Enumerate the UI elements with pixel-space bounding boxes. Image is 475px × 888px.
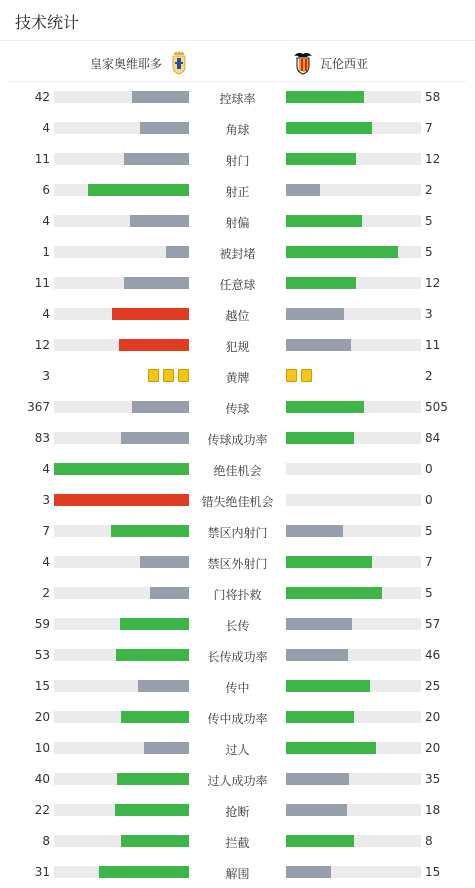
home-bar-track [54,525,189,537]
away-stat-value: 5 [425,524,433,538]
away-stat-value: 5 [425,214,433,228]
home-bar-track [54,556,189,568]
away-bar-track [286,618,421,630]
home-stat-value: 7 [42,524,50,538]
stat-label: 禁区内射门 [207,526,268,540]
away-bar-track [286,742,421,754]
away-bar-fill [286,804,347,816]
home-stat-value: 4 [42,555,50,569]
stat-row [0,298,475,329]
home-yellow-cards [144,369,189,382]
away-bar-fill [286,153,356,165]
away-stat-value: 46 [425,648,441,662]
stat-row [0,794,475,825]
home-bar-track [54,649,189,661]
home-bar-track [54,401,189,413]
home-stat-value: 10 [34,741,50,755]
home-bar-fill [99,866,189,878]
away-bar-track [286,835,421,847]
away-stat-value: 8 [425,834,433,848]
home-stat-value: 20 [34,710,50,724]
away-bar-track [286,91,421,103]
home-bar-track [54,463,189,475]
home-stat-value: 15 [34,679,50,693]
stat-row [0,422,475,453]
home-stat-value: 42 [34,90,50,104]
away-bar-fill [286,649,348,661]
home-bar-track [54,91,189,103]
home-bar-fill [130,215,189,227]
away-bar-track [286,587,421,599]
stat-row [0,112,475,143]
away-bar-fill [286,773,349,785]
home-bar-fill [115,804,189,816]
home-stat-value: 11 [34,276,50,290]
away-bar-track [286,556,421,568]
stat-row [0,81,475,112]
home-bar-track [54,680,189,692]
home-bar-fill [121,835,189,847]
away-bar-fill [286,91,364,103]
away-bar-fill [286,587,382,599]
yellow-card-icon [163,369,174,382]
home-bar-fill [88,184,189,196]
stat-label: 任意球 [219,278,256,292]
away-bar-track [286,680,421,692]
stat-row [0,608,475,639]
away-stat-value: 12 [425,276,441,290]
away-bar-track [286,494,421,506]
yellow-card-icon [301,369,312,382]
home-bar-fill [112,308,189,320]
away-bar-track [286,432,421,444]
home-stat-value: 3 [42,369,50,383]
home-stat-value: 367 [27,400,50,414]
home-bar-track [54,804,189,816]
stat-row [0,732,475,763]
stat-row [0,391,475,422]
away-bar-track [286,525,421,537]
yellow-card-icon [148,369,159,382]
home-bar-track [54,618,189,630]
stat-row [0,515,475,546]
home-bar-fill [121,711,189,723]
stat-row [0,484,475,515]
away-bar-track [286,866,421,878]
away-bar-track [286,277,421,289]
home-stat-value: 8 [42,834,50,848]
home-stat-value: 4 [42,214,50,228]
away-stat-value: 15 [425,865,441,879]
away-stat-value: 58 [425,90,441,104]
away-bar-track [286,649,421,661]
stat-label: 禁区外射门 [207,557,268,571]
stat-row [0,205,475,236]
away-stat-value: 0 [425,462,433,476]
away-stat-value: 84 [425,431,441,445]
stat-row [0,639,475,670]
home-stat-value: 4 [42,121,50,135]
stat-row [0,143,475,174]
home-bar-track [54,494,189,506]
home-stat-value: 3 [42,493,50,507]
home-stat-value: 6 [42,183,50,197]
home-bar-track [54,711,189,723]
stat-label: 长传 [225,619,250,633]
away-bar-fill [286,339,351,351]
stat-label: 抢断 [225,805,250,819]
away-bar-fill [286,122,372,134]
away-bar-fill [286,835,354,847]
home-bar-track [54,246,189,258]
away-bar-track [286,804,421,816]
away-bar-fill [286,618,352,630]
home-bar-fill [140,122,189,134]
away-stat-value: 11 [425,338,441,352]
stat-row [0,825,475,856]
home-stat-value: 12 [34,338,50,352]
stat-label: 传中成功率 [207,712,268,726]
stat-label: 射偏 [225,216,250,230]
home-bar-track [54,277,189,289]
stat-row [0,174,475,205]
home-bar-fill [54,494,189,506]
away-bar-fill [286,432,354,444]
stat-label: 传球 [225,402,250,416]
away-bar-fill [286,277,356,289]
away-stat-value: 7 [425,555,433,569]
home-bar-track [54,773,189,785]
stat-label: 解围 [225,867,250,881]
away-bar-track [286,339,421,351]
stat-label: 角球 [225,123,250,137]
away-stat-value: 5 [425,245,433,259]
away-bar-track [286,122,421,134]
home-stat-value: 31 [34,865,50,879]
stat-label: 过人成功率 [207,774,268,788]
away-bar-track [286,215,421,227]
stat-label: 射门 [225,154,250,168]
away-bar-track [286,246,421,258]
away-bar-track [286,401,421,413]
stat-row [0,763,475,794]
home-bar-fill [138,680,189,692]
away-bar-fill [286,866,331,878]
away-stat-value: 25 [425,679,441,693]
away-stat-value: 2 [425,369,433,383]
away-bar-fill [286,742,376,754]
away-bar-track [286,153,421,165]
stat-label: 传球成功率 [207,433,268,447]
home-team-name: 皇家奥维耶多 [90,56,163,71]
home-bar-fill [144,742,189,754]
away-bar-track [286,184,421,196]
home-stat-value: 11 [34,152,50,166]
home-bar-track [54,339,189,351]
stat-row [0,267,475,298]
away-bar-fill [286,711,354,723]
away-bar-track [286,711,421,723]
stat-label: 过人 [225,743,250,757]
away-bar-track [286,773,421,785]
home-bar-fill [124,153,189,165]
away-stat-value: 2 [425,183,433,197]
home-bar-fill [117,773,189,785]
away-bar-fill [286,184,320,196]
stat-row [0,546,475,577]
home-bar-track [54,184,189,196]
away-bar-fill [286,246,398,258]
stat-label: 被封堵 [219,247,256,261]
stat-label: 绝佳机会 [213,464,262,478]
stat-label: 门将扑救 [213,588,262,602]
home-bar-fill [116,649,189,661]
home-bar-track [54,742,189,754]
stat-label: 拦截 [225,836,250,850]
home-bar-track [54,432,189,444]
away-stat-value: 505 [425,400,448,414]
stat-label: 长传成功率 [207,650,268,664]
away-bar-track [286,308,421,320]
stat-label: 传中 [225,681,250,695]
home-bar-track [54,587,189,599]
home-bar-fill [124,277,189,289]
away-bar-fill [286,556,372,568]
stat-row [0,236,475,267]
away-stat-value: 20 [425,710,441,724]
yellow-card-icon [286,369,297,382]
away-stat-value: 0 [425,493,433,507]
stat-row [0,856,475,887]
home-stat-value: 40 [34,772,50,786]
stat-label: 犯规 [225,340,250,354]
home-stat-value: 1 [42,245,50,259]
away-stat-value: 7 [425,121,433,135]
away-bar-fill [286,525,343,537]
home-stat-value: 4 [42,462,50,476]
away-stat-value: 20 [425,741,441,755]
home-bar-track [54,835,189,847]
stat-row [0,329,475,360]
away-team-name: 瓦伦西亚 [320,56,369,71]
away-bar-fill [286,680,370,692]
real-oviedo-crest-icon [168,50,190,76]
home-bar-fill [132,91,189,103]
away-stat-value: 35 [425,772,441,786]
home-bar-fill [150,587,189,599]
stat-row [0,577,475,608]
home-bar-fill [140,556,189,568]
yellow-card-icon [178,369,189,382]
home-stat-value: 4 [42,307,50,321]
divider [0,40,475,41]
away-bar-fill [286,308,344,320]
section-title: 技术统计 [15,13,80,32]
away-stat-value: 12 [425,152,441,166]
home-bar-track [54,215,189,227]
away-bar-fill [286,215,362,227]
home-team[interactable] [90,48,190,78]
stat-row [0,670,475,701]
home-stat-value: 83 [34,431,50,445]
stat-label: 错失绝佳机会 [201,495,274,509]
away-yellow-cards [286,369,316,382]
away-bar-fill [286,401,364,413]
teams-header [0,48,475,78]
home-stat-value: 2 [42,586,50,600]
home-bar-track [54,122,189,134]
stat-label: 控球率 [219,92,256,106]
home-stat-value: 53 [34,648,50,662]
stat-row [0,453,475,484]
home-bar-track [54,308,189,320]
home-bar-fill [54,463,189,475]
home-bar-track [54,866,189,878]
stat-row [0,701,475,732]
home-bar-fill [121,432,189,444]
away-stat-value: 3 [425,307,433,321]
away-team[interactable] [292,48,368,78]
away-stat-value: 18 [425,803,441,817]
stat-label: 黄牌 [225,371,250,385]
away-stat-value: 5 [425,586,433,600]
stat-label: 射正 [225,185,250,199]
home-stat-value: 59 [34,617,50,631]
home-bar-fill [120,618,189,630]
home-bar-fill [166,246,189,258]
home-bar-fill [111,525,189,537]
home-bar-fill [119,339,189,351]
valencia-bat-crest-icon [292,50,314,76]
stat-label: 越位 [225,309,250,323]
stat-row [0,360,475,391]
away-stat-value: 57 [425,617,441,631]
home-stat-value: 22 [34,803,50,817]
home-bar-track [54,153,189,165]
home-bar-fill [132,401,189,413]
away-bar-track [286,463,421,475]
